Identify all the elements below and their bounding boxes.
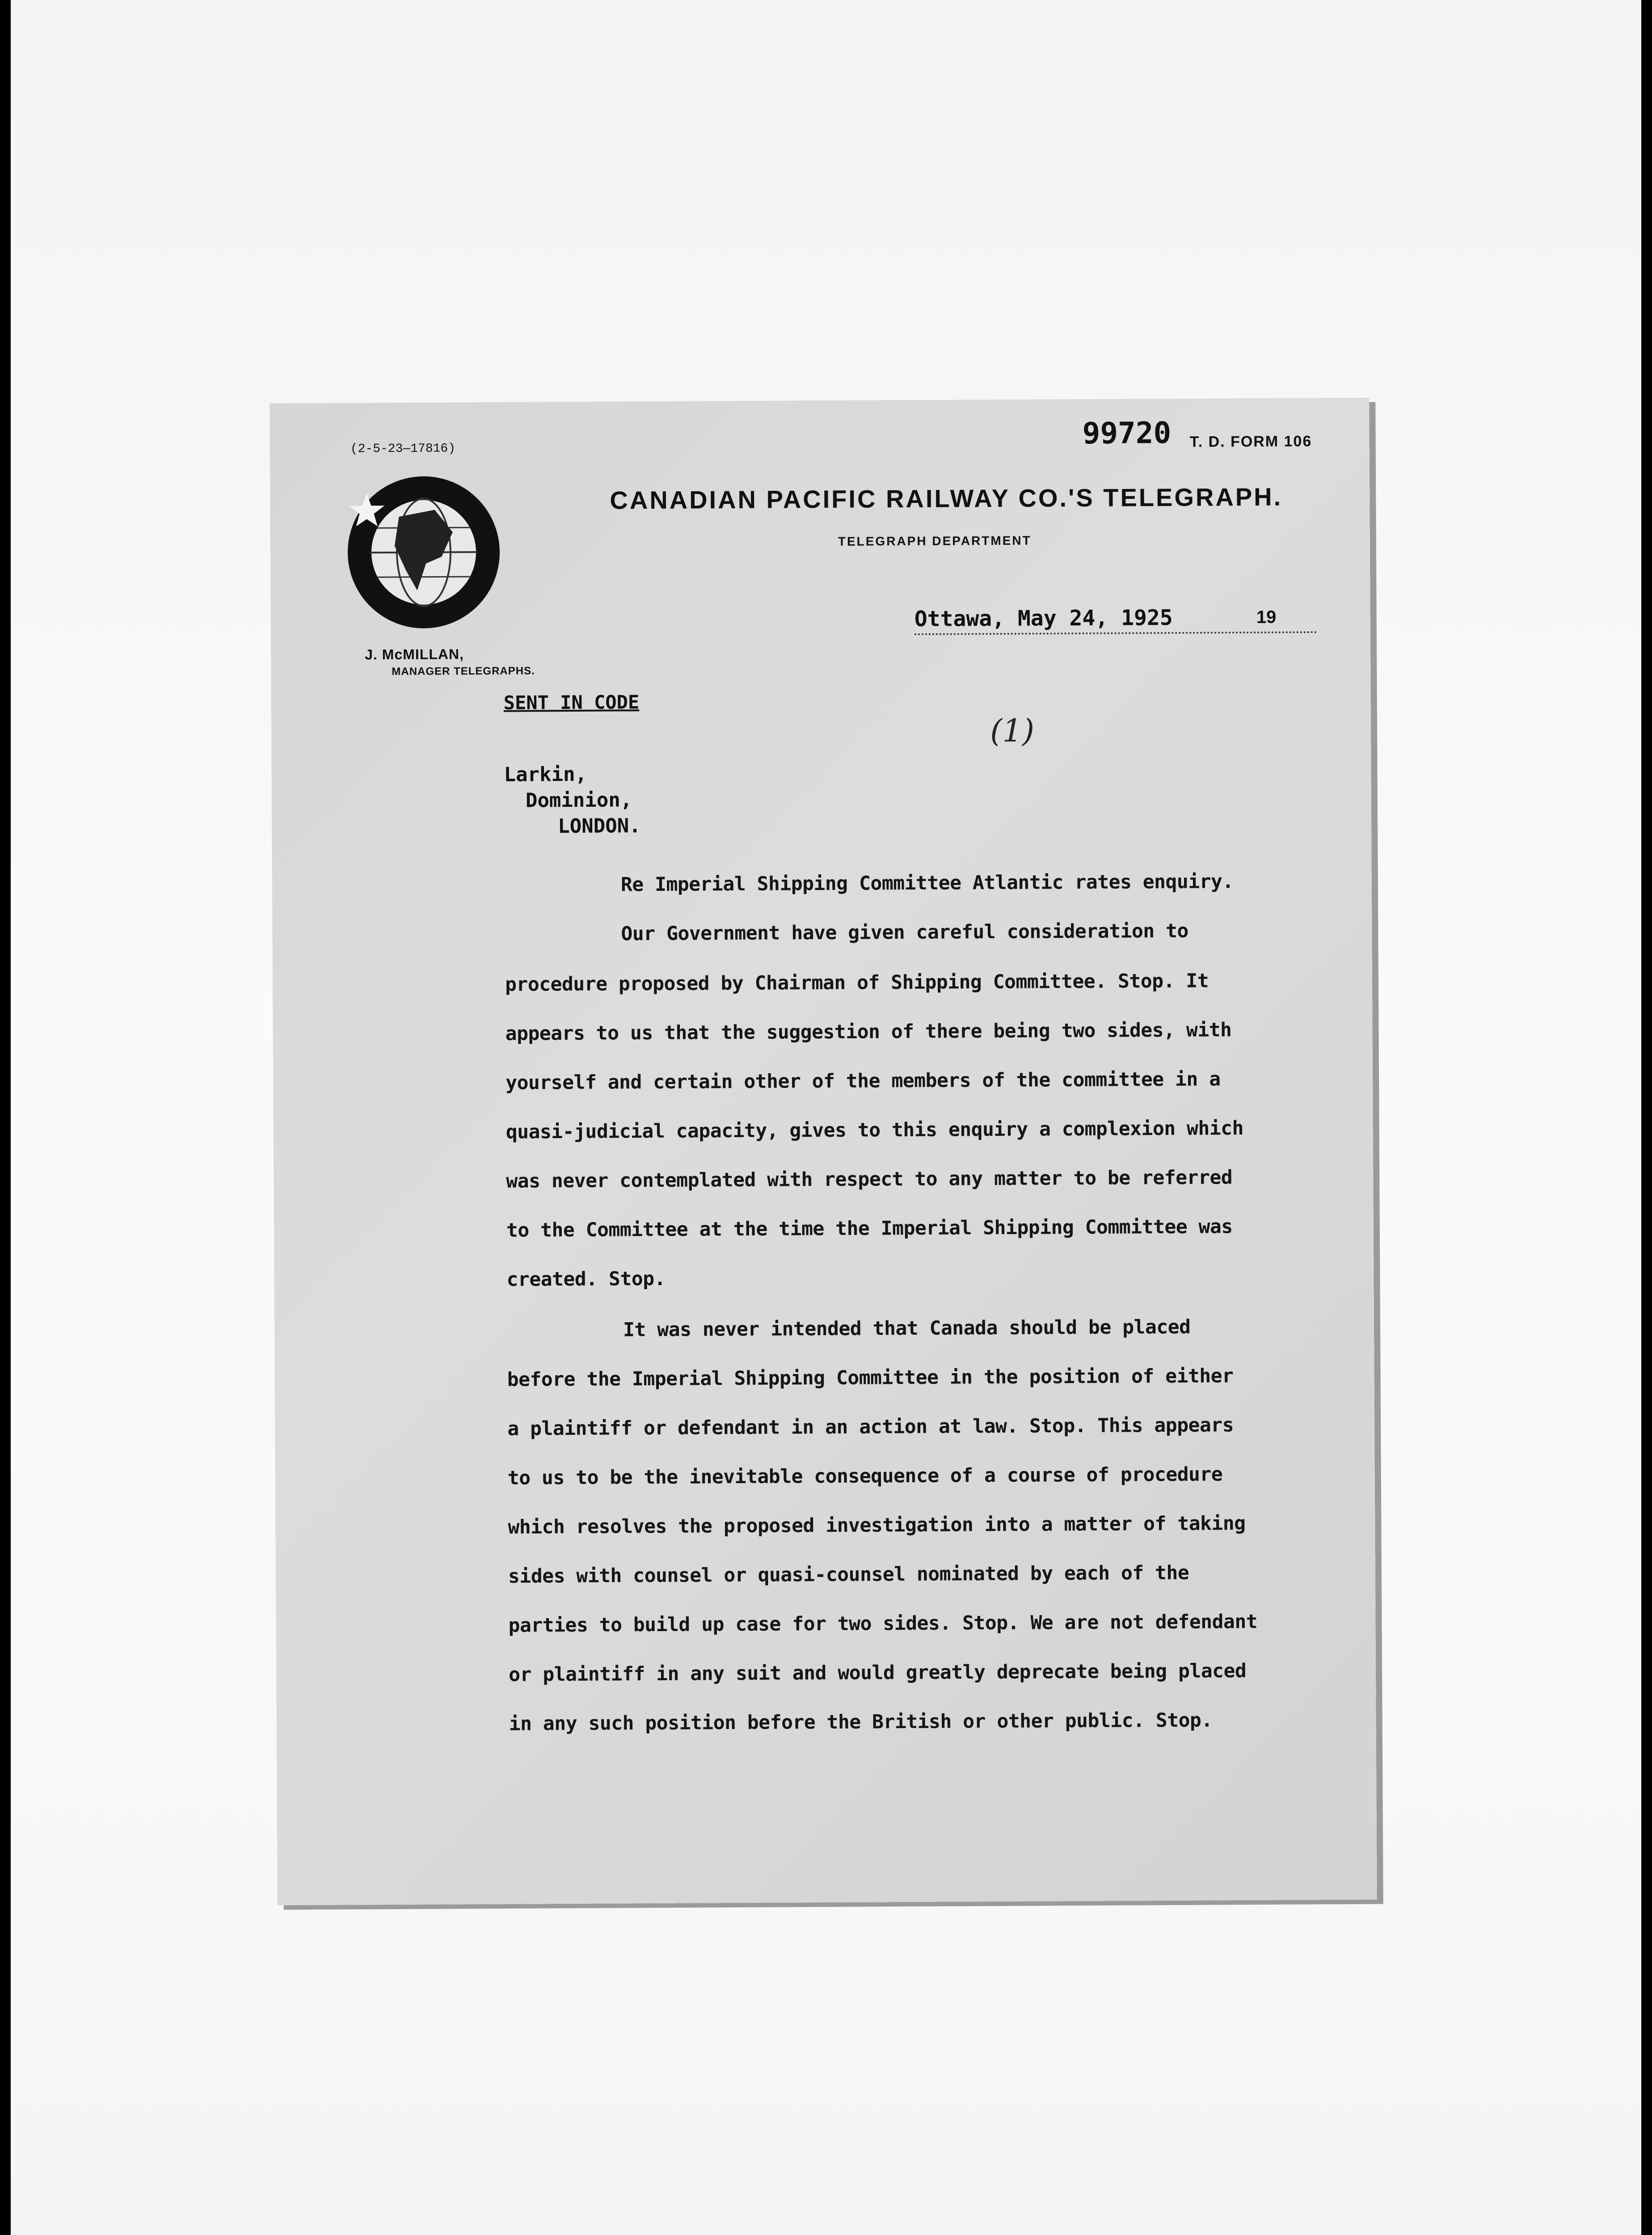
manager-title: MANAGER TELEGRAPHS. bbox=[392, 665, 535, 678]
telegram-date: Ottawa, May 24, 1925 bbox=[914, 605, 1173, 632]
body-line: sides with counsel or quasi-counsel nominated by each of the bbox=[508, 1561, 1189, 1588]
body-line: to us to be the inevitable consequence of a course of procedure bbox=[507, 1463, 1223, 1489]
body-line: procedure proposed by Chairman of Shipping Committee. Stop. It bbox=[505, 970, 1209, 996]
body-line: Our Government have given careful consideration to bbox=[621, 919, 1188, 945]
sent-in-code-note: SENT IN CODE bbox=[503, 691, 640, 714]
body-line: in any such position before the British or other public. Stop. bbox=[509, 1709, 1213, 1735]
form-code: (2-5-23—17816) bbox=[350, 442, 456, 456]
manager-name: J. McMILLAN, bbox=[365, 646, 464, 663]
body-line: quasi-judicial capacity, gives to this enquiry a complexion which bbox=[506, 1117, 1244, 1143]
body-line: before the Imperial Shipping Committee in the position of either bbox=[507, 1365, 1234, 1391]
company-title: CANADIAN PACIFIC RAILWAY CO.'S TELEGRAPH. bbox=[610, 482, 1283, 514]
address-line: Dominion, bbox=[525, 789, 632, 812]
address-line: Larkin, bbox=[504, 763, 587, 786]
telegram-sheet bbox=[270, 398, 1377, 1906]
body-line: yourself and certain other of the members of the committee in a bbox=[506, 1068, 1221, 1094]
body-line: which resolves the proposed investigation into a matter of taking bbox=[508, 1512, 1246, 1539]
body-line: parties to build up case for two sides. Stop. We are not defendant bbox=[508, 1610, 1258, 1637]
margin-mark: (1) bbox=[990, 712, 1035, 750]
department-label: TELEGRAPH DEPARTMENT bbox=[838, 533, 1032, 548]
globe-logo-icon bbox=[345, 474, 502, 631]
body-line: a plaintiff or defendant in an action at law. Stop. This appears bbox=[507, 1414, 1234, 1440]
form-number: T. D. FORM 106 bbox=[1189, 433, 1312, 451]
address-line: LONDON. bbox=[558, 814, 641, 838]
body-line: or plaintiff in any suit and would greatly deprecate being placed bbox=[508, 1660, 1247, 1686]
body-line: It was never intended that Canada should be placed bbox=[623, 1316, 1191, 1341]
body-line: appears to us that the suggestion of there being two sides, with bbox=[505, 1019, 1232, 1045]
body-line: Re Imperial Shipping Committee Atlantic rates enquiry. bbox=[620, 870, 1234, 896]
body-line: was never contemplated with respect to any matter to be referred bbox=[506, 1166, 1233, 1193]
body-line: to the Committee at the time the Imperial Shipping Committee was bbox=[506, 1215, 1233, 1242]
serial-number: 99720 bbox=[1082, 415, 1172, 451]
century-prefix: 19 bbox=[1256, 607, 1277, 627]
body-line: created. Stop. bbox=[506, 1267, 666, 1291]
